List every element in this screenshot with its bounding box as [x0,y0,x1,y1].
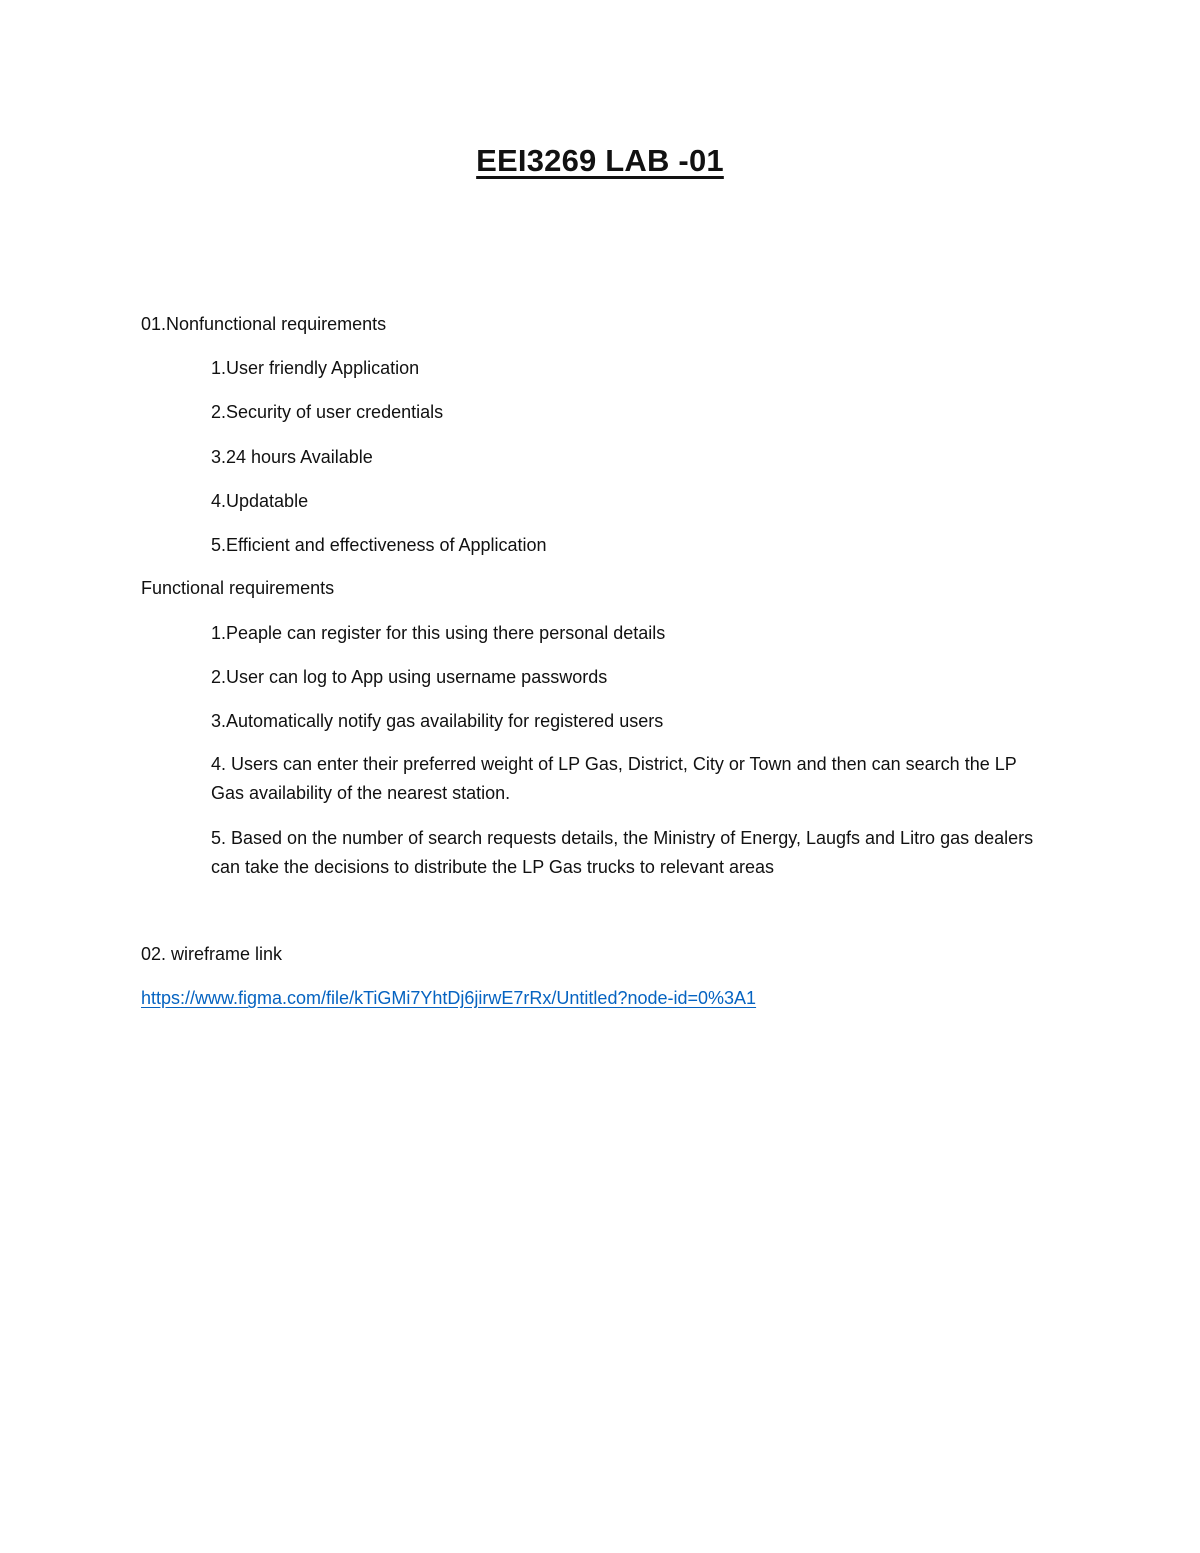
nonfunctional-item: 1.User friendly Application [211,358,420,378]
functional-item: 5. Based on the number of search requests details, the Ministry of Energy, Laugfs and Litro gas dealers can take the decisions to distribute the LP Gas trucks to relevant areas [211,828,1034,877]
wireframe-link[interactable]: https://www.figma.com/file/kTiGMi7YhtDj6jirwE7rRx/Untitled?node-id=0%3A1 [141,988,757,1008]
functional-heading: Functional requirements [141,578,335,598]
nonfunctional-item: 5.Efficient and effectiveness of Application [211,535,547,555]
nonfunctional-item: 3.24 hours Available [211,447,373,467]
nonfunctional-heading: 01.Nonfunctional requirements [141,314,387,334]
functional-item: 1.Peaple can register for this using there personal details [211,623,666,643]
wireframe-heading: 02. wireframe link [141,944,283,964]
functional-item: 2.User can log to App using username passwords [211,667,608,687]
functional-item: 3.Automatically notify gas availability for registered users [211,711,664,731]
document-title: EEI3269 LAB -01 [476,143,724,178]
functional-item: 4. Users can enter their preferred weight of LP Gas, District, City or Town and then can search the LP Gas availability of the nearest station. [211,754,1017,803]
nonfunctional-item: 2.Security of user credentials [211,402,444,422]
nonfunctional-item: 4.Updatable [211,491,309,511]
